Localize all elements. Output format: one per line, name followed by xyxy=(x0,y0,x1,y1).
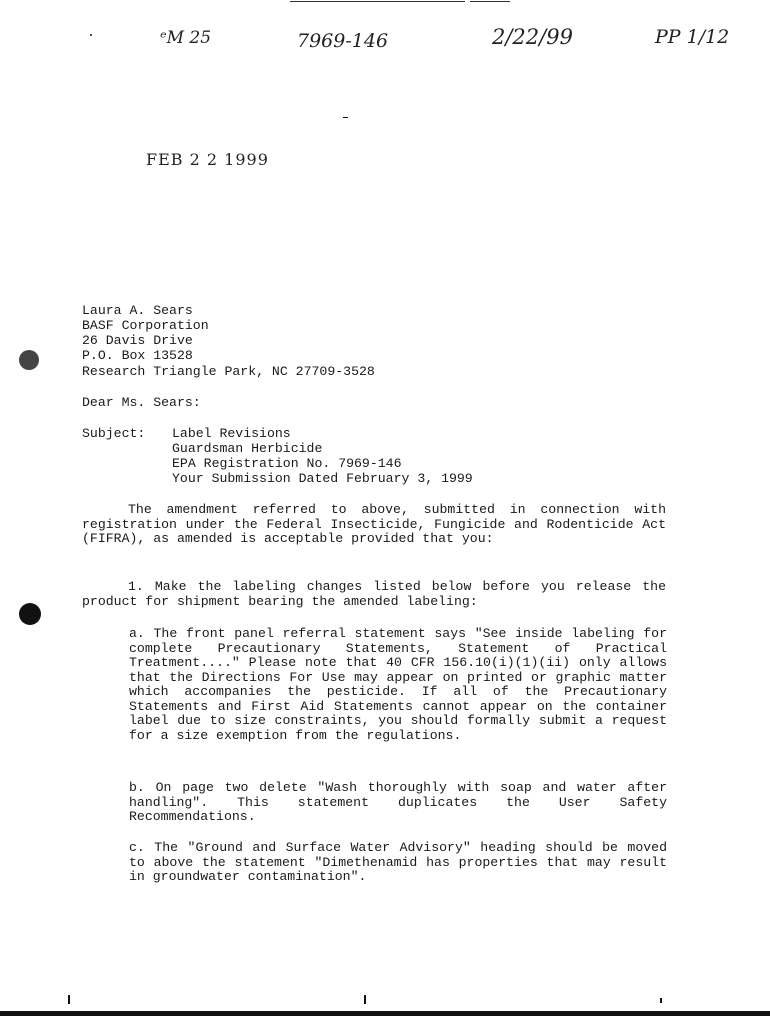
item-a-paragraph xyxy=(129,627,667,743)
address-line: BASF Corporation xyxy=(82,318,209,333)
handwritten-code: ᵉM 25 xyxy=(160,28,212,48)
handwritten-reg-number: 7969-146 xyxy=(297,30,389,52)
subject-line: Label Revisions xyxy=(172,426,291,441)
item-1-text: 1. Make the labeling changes listed below before you release the product for shipment bearing the amended labeling: xyxy=(82,579,666,609)
subject-line: EPA Registration No. 7969-146 xyxy=(172,456,402,471)
bottom-tick xyxy=(660,998,662,1003)
item-1-paragraph xyxy=(82,580,666,609)
punch-hole xyxy=(19,603,41,625)
top-rule-left xyxy=(290,1,465,2)
address-line: Research Triangle Park, NC 27709-3528 xyxy=(82,364,375,379)
subject-line: Your Submission Dated February 3, 1999 xyxy=(172,471,473,486)
intro-text: The amendment referred to above, submitted in connection with registration under the Federal Insecticide, Fungicide and Rodenticide Act (FIFRA), as amended is acceptable provided that you: xyxy=(82,502,666,546)
bottom-edge-rule xyxy=(0,1011,770,1016)
handwritten-page: PP 1/12 xyxy=(655,26,730,48)
item-c-text: c. The "Ground and Surface Water Advisory" heading should be moved to above the statement "Dimethenamid has properties that may result in groundwater contamination". xyxy=(129,840,667,884)
address-line: 26 Davis Drive xyxy=(82,333,193,348)
bottom-tick xyxy=(364,995,366,1004)
item-b-paragraph xyxy=(129,781,667,825)
item-b-text: b. On page two delete "Wash thoroughly with soap and water after handling". This statement duplicates the User Safety Recommendations. xyxy=(129,780,667,824)
salutation: Dear Ms. Sears: xyxy=(82,395,201,410)
address-line: Laura A. Sears xyxy=(82,303,193,318)
received-date-stamp: FEB 2 2 1999 xyxy=(146,150,269,169)
speck xyxy=(343,117,348,118)
speck xyxy=(90,34,92,36)
top-rule-right xyxy=(470,1,510,2)
handwritten-date: 2/22/99 xyxy=(492,25,573,49)
punch-hole xyxy=(19,350,39,370)
item-a-text: a. The front panel referral statement says "See inside labeling for complete Precautionary Statements, Statement of Practical Treatment...." Please note that 40 CFR 156.10(i)(1)(ii) only allows that the Directions For Use may appear on printed or graphic matter which accompanies the pesticide. If all of the Precautionary Statements and First Aid Statements cannot appear on the container label due to size constraints, you should formally submit a request for a size exemption from the regulations. xyxy=(129,626,667,743)
subject-label: Subject: xyxy=(82,426,146,441)
intro-paragraph xyxy=(82,503,666,547)
subject-line: Guardsman Herbicide xyxy=(172,441,323,456)
bottom-tick xyxy=(68,995,70,1004)
item-c-paragraph xyxy=(129,841,667,885)
address-line: P.O. Box 13528 xyxy=(82,348,193,363)
